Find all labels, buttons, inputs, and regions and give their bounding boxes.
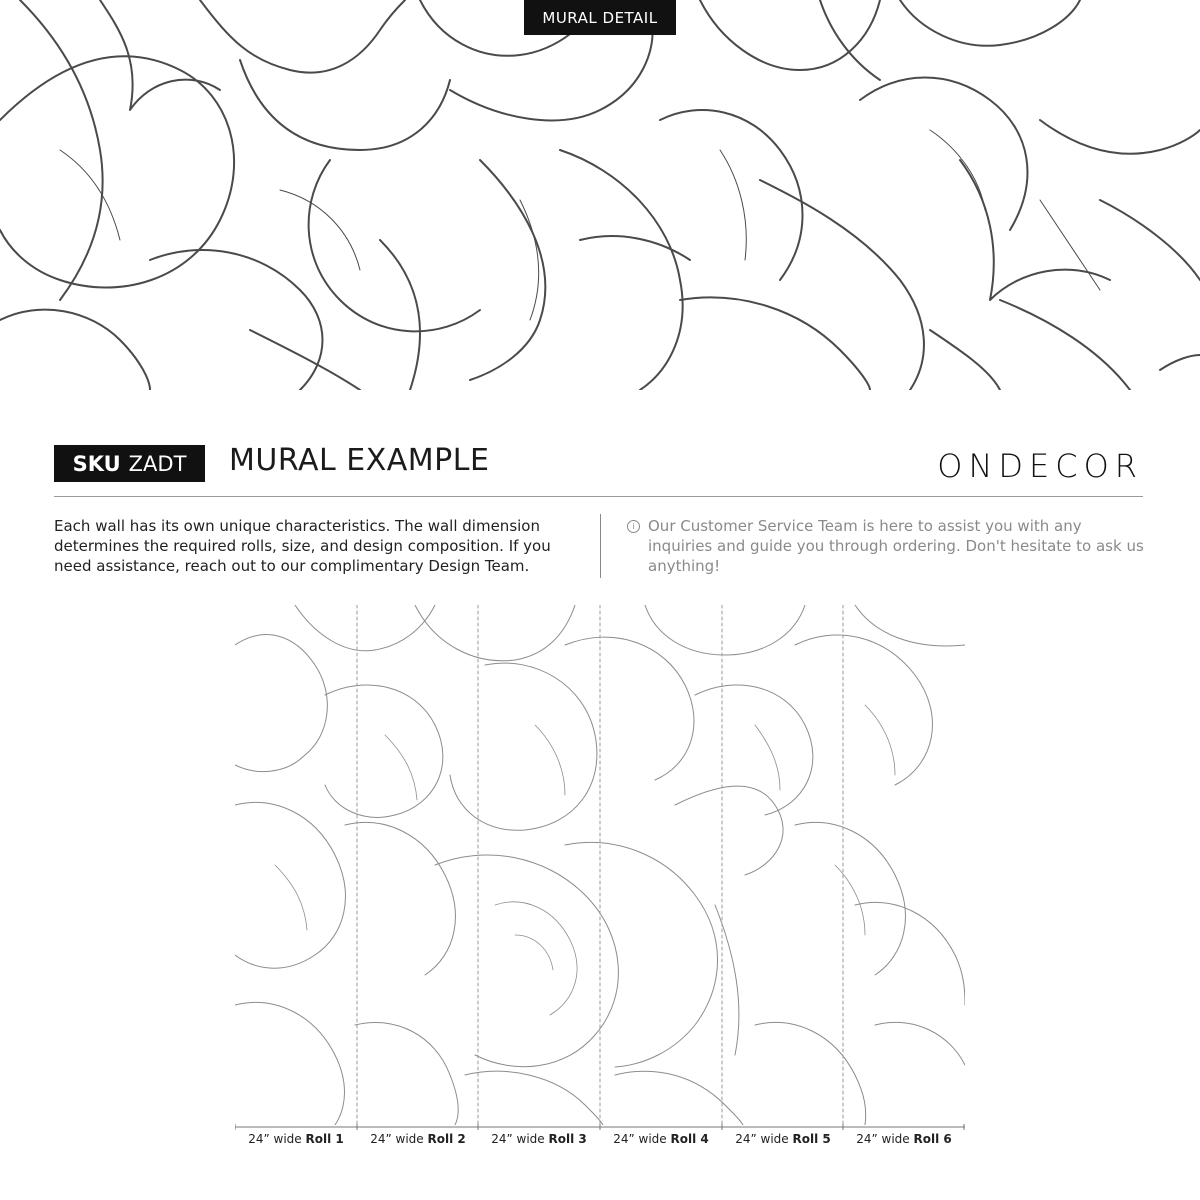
mural-example-image [235,605,965,1125]
mural-detail-image [0,0,1200,390]
mural-detail-tag: MURAL DETAIL [524,0,676,35]
roll-label-4: 24” wide Roll 4 [613,1132,709,1146]
customer-service-note [627,516,1147,576]
page-title: MURAL EXAMPLE [229,443,490,478]
roll-label-1: 24” wide Roll 1 [248,1132,344,1146]
wall-info-text: Each wall has its own unique characteristics. The wall dimension determines the required rolls, size, and design composition. If you need assistance, reach out to our complimentary Design Team. [54,517,551,575]
roll-label-5: 24” wide Roll 5 [735,1132,831,1146]
info-icon: i [627,520,640,533]
brand-logo: ONDECOR [937,447,1143,485]
roll-label-3: 24” wide Roll 3 [491,1132,587,1146]
info-divider [600,514,601,578]
roll-labels [235,1124,965,1164]
header [54,440,1143,500]
sku-badge [54,445,205,482]
customer-service-text: Our Customer Service Team is here to assist you with any inquiries and guide you through ordering. Don't hesitate to ask us anything! [648,517,1144,575]
header-divider [54,496,1143,497]
roll-label-6: 24” wide Roll 6 [856,1132,952,1146]
roll-label-2: 24” wide Roll 2 [370,1132,466,1146]
sku-code: ZADT [128,451,187,476]
sku-label: SKU [72,451,121,476]
